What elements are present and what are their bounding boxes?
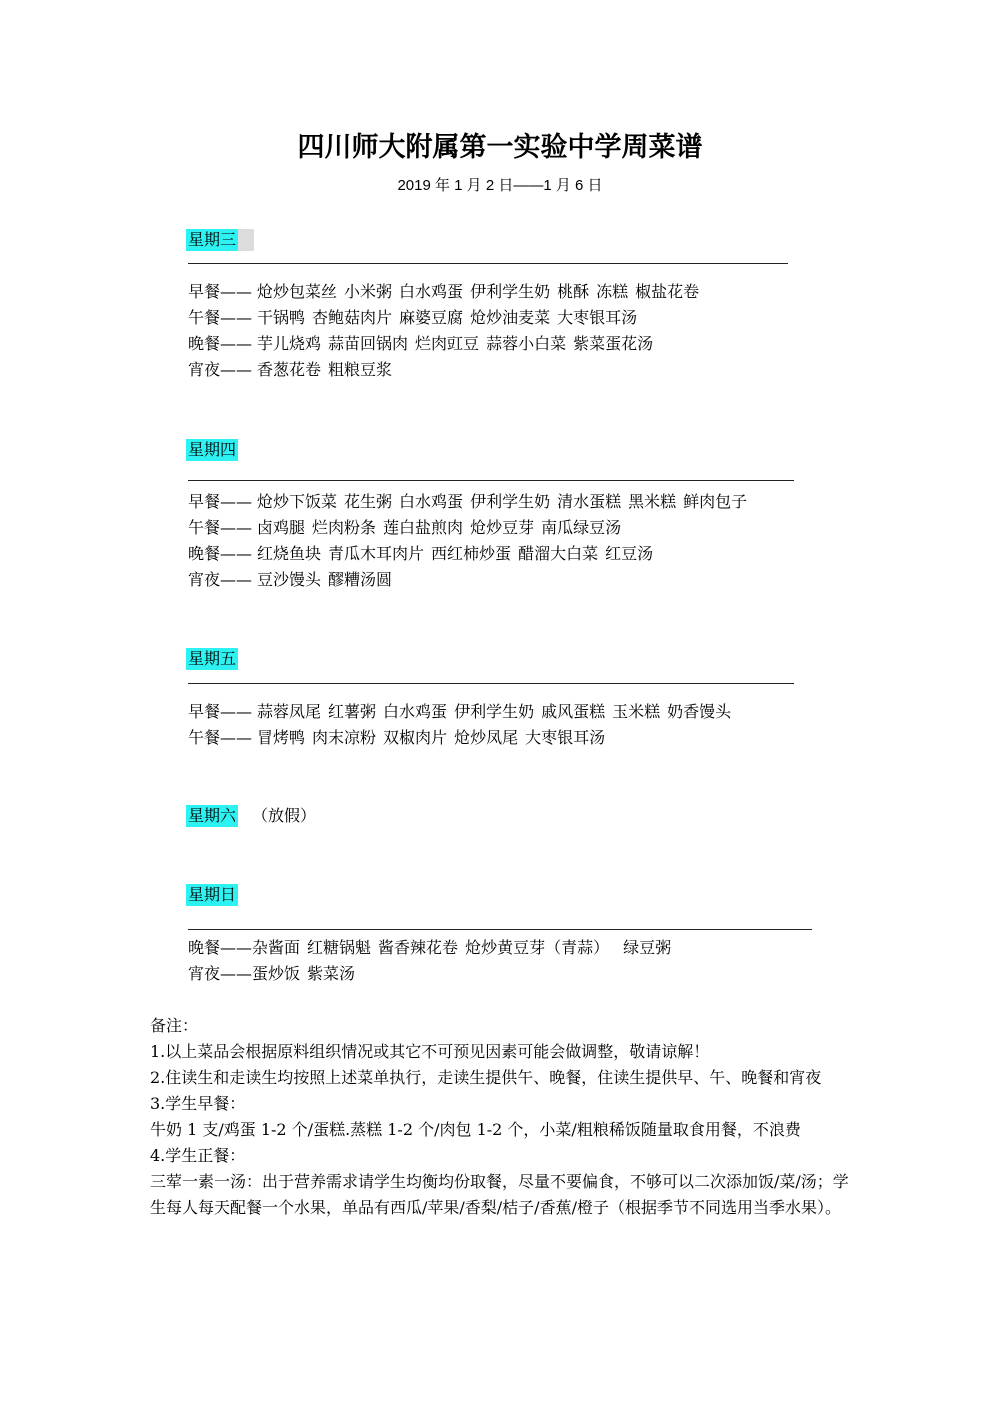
section-rule	[188, 263, 788, 264]
dish: 炝炒黄豆芽（青蒜）	[465, 938, 610, 957]
dish: 肉末凉粉	[312, 728, 377, 747]
dish: 烂肉豇豆	[415, 334, 480, 353]
dish: 炝炒下饭菜	[257, 492, 338, 511]
day-heading-thursday	[186, 439, 238, 461]
dish: 红糖锅魁	[307, 938, 372, 957]
meal-row	[188, 515, 621, 541]
dish: 玉米糕	[612, 702, 661, 721]
dish: 小米粥	[344, 282, 393, 301]
dish: 伊利学生奶	[470, 282, 551, 301]
meal-label: 晚餐——	[188, 938, 253, 957]
note-item: 4.学生正餐：	[150, 1146, 246, 1165]
meal-row	[188, 331, 653, 357]
dish: 蒜蓉凤尾	[257, 702, 322, 721]
meal-row	[188, 279, 699, 305]
day-heading-wednesday	[186, 229, 254, 251]
dish: 麻婆豆腐	[399, 308, 464, 327]
day-name: 星期六	[188, 806, 237, 825]
dish: 大枣银耳汤	[557, 308, 638, 327]
dish: 绿豆粥	[623, 938, 672, 957]
date-range: 2019 年 1 月 2 日——1 月 6 日	[397, 177, 603, 194]
meal-label: 晚餐——	[188, 334, 253, 353]
meal-label: 宵夜——	[188, 964, 253, 983]
dish: 白水鸡蛋	[383, 702, 448, 721]
dish: 蛋炒饭	[252, 964, 301, 983]
notes-heading: 备注：	[150, 1016, 199, 1035]
dish: 紫菜汤	[307, 964, 356, 983]
meal-label: 晚餐——	[188, 544, 253, 563]
dish: 奶香馒头	[667, 702, 732, 721]
dish: 伊利学生奶	[454, 702, 535, 721]
dish: 桃酥	[557, 282, 590, 301]
meal-row	[188, 305, 637, 331]
dish: 干锅鸭	[257, 308, 306, 327]
page-title: 四川师大附属第一实验中学周菜谱	[297, 132, 703, 163]
dish: 蒜蓉小白菜	[486, 334, 567, 353]
dish: 醋溜大白菜	[518, 544, 599, 563]
meal-row	[188, 489, 747, 515]
meal-row	[188, 357, 392, 383]
dish: 花生粥	[344, 492, 393, 511]
dish: 白水鸡蛋	[399, 282, 464, 301]
dish: 紫菜蛋花汤	[573, 334, 654, 353]
dish: 冒烤鸭	[257, 728, 306, 747]
note-item: 三荤一素一汤：出于营养需求请学生均衡均份取餐，尽量不要偏食，不够可以二次添加饭/菜/汤；学生每人每天配餐一个水果，单品有西瓜/苹果/香梨/桔子/香蕉/橙子（根据季节不同选用当季水果）。	[150, 1172, 849, 1217]
dish: 杏鲍菇肉片	[312, 308, 393, 327]
meal-label: 午餐——	[188, 518, 253, 537]
dish: 西红柿炒蛋	[431, 544, 512, 563]
dish: 冻糕	[596, 282, 629, 301]
dish: 清水蛋糕	[557, 492, 622, 511]
dish: 鲜肉包子	[683, 492, 748, 511]
dish: 香葱花卷	[257, 360, 322, 379]
note-item: 3.学生早餐：	[150, 1094, 246, 1113]
dish: 青瓜木耳肉片	[328, 544, 425, 563]
dish: 炝炒凤尾	[454, 728, 519, 747]
dish: 红薯粥	[328, 702, 377, 721]
dish: 南瓜绿豆汤	[541, 518, 622, 537]
meal-label: 午餐——	[188, 728, 253, 747]
section-rule	[188, 480, 794, 481]
meal-row	[188, 567, 392, 593]
meal-label: 早餐——	[188, 492, 253, 511]
dish: 黑米糕	[628, 492, 677, 511]
dish: 伊利学生奶	[470, 492, 551, 511]
note-item: 牛奶 1 支/鸡蛋 1-2 个/蛋糕.蒸糕 1-2 个/肉包 1-2 个，小菜/粗粮稀饭随量取食用餐，不浪费	[150, 1120, 801, 1139]
dish: 醪糟汤圆	[328, 570, 393, 589]
dish: 杂酱面	[252, 938, 301, 957]
dish: 酱香辣花卷	[378, 938, 459, 957]
dish: 白水鸡蛋	[399, 492, 464, 511]
dish: 戚风蛋糕	[541, 702, 606, 721]
section-rule	[188, 929, 812, 930]
meal-label: 宵夜——	[188, 360, 253, 379]
notes-section	[150, 1013, 850, 1221]
meal-label: 早餐——	[188, 702, 253, 721]
day-name: 星期三	[188, 230, 237, 249]
day-heading-saturday	[186, 805, 316, 827]
meal-row	[188, 725, 605, 751]
dish: 莲白盐煎肉	[383, 518, 464, 537]
meal-row	[188, 541, 653, 567]
day-name: 星期五	[188, 649, 237, 668]
section-rule	[188, 683, 794, 684]
dish: 炝炒豆芽	[470, 518, 535, 537]
meal-label: 午餐——	[188, 308, 253, 327]
dish: 炝炒包菜丝	[257, 282, 338, 301]
day-heading-friday	[186, 648, 238, 670]
day-heading-sunday	[186, 884, 238, 906]
day-name: 星期四	[188, 440, 237, 459]
dish: 卤鸡腿	[257, 518, 306, 537]
dish: 红豆汤	[605, 544, 654, 563]
dish: 芋儿烧鸡	[257, 334, 322, 353]
dish: 豆沙馒头	[257, 570, 322, 589]
dish: 炝炒油麦菜	[470, 308, 551, 327]
dish: 椒盐花卷	[635, 282, 700, 301]
meal-label: 宵夜——	[188, 570, 253, 589]
day-note: （放假）	[252, 806, 317, 825]
dish: 大枣银耳汤	[525, 728, 606, 747]
day-name: 星期日	[188, 885, 237, 904]
note-item: 1.以上菜品会根据原料组织情况或其它不可预见因素可能会做调整，敬请谅解！	[150, 1042, 710, 1061]
dish: 烂肉粉条	[312, 518, 377, 537]
meal-label: 早餐——	[188, 282, 253, 301]
meal-row	[188, 699, 731, 725]
meal-row	[188, 961, 355, 987]
dish: 粗粮豆浆	[328, 360, 393, 379]
dish: 红烧鱼块	[257, 544, 322, 563]
dish: 双椒肉片	[383, 728, 448, 747]
meal-row	[188, 935, 671, 961]
note-item: 2.住读生和走读生均按照上述菜单执行，走读生提供午、晚餐，住读生提供早、午、晚餐和宵夜	[150, 1068, 822, 1087]
dish: 蒜苗回锅肉	[328, 334, 409, 353]
highlight-mark	[238, 229, 254, 251]
